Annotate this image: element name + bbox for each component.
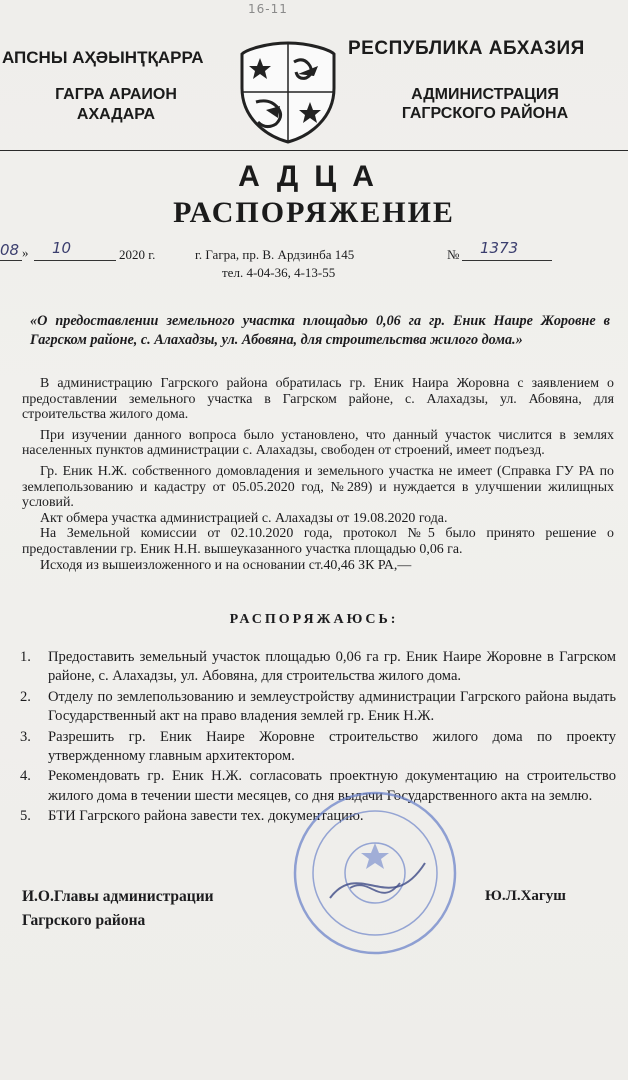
item-number: 5.	[20, 808, 31, 825]
item-text: Предоставить земельный участок площадью 0,06 га гр. Еник Наире Жоровне в Гагрском районе, с. Алахадзы, ул. Абовяна, для строительства жилого дома.	[48, 649, 616, 685]
item-text: Отделу по землепользованию и землеустройству администрации Гагрского района выдать Государственный акт на право владения землей гр. Еник Н.Ж.	[48, 688, 616, 725]
handwritten-note: 16-11	[248, 2, 288, 16]
document-number: 1373	[480, 239, 519, 257]
header-left-line3: АХАДАРА	[76, 106, 156, 123]
date-line	[0, 241, 628, 281]
header-right-line2: АДМИНИСТРАЦИЯ	[411, 86, 559, 103]
header-left-line1: АПСНЫ АҲӘЫНҬҚАРРА	[2, 48, 204, 67]
list-item	[20, 728, 616, 767]
title-abkhaz: АДЦА	[238, 160, 390, 193]
number-underline	[462, 260, 552, 261]
header-right-line1: РЕСПУБЛИКА АБХАЗИЯ	[348, 38, 585, 59]
item-number: 2.	[20, 688, 31, 705]
abkhazia-coat-of-arms-icon	[238, 40, 338, 145]
date-day-underline	[0, 260, 22, 261]
item-text: БТИ Гагрского района завести тех. документацию.	[48, 808, 364, 825]
date-quote-close: »	[22, 245, 29, 260]
item-text: Рекомендовать гр. Еник Н.Ж. согласовать проектную документацию на строительство жилого дома в течении шести месяцев, со дня выдачи Государственного акта на землю.	[48, 768, 616, 804]
signature-title	[22, 885, 214, 933]
paragraph-6: Исходя из вышеизложенного и на основании ст.40,46 ЗК РА,—	[40, 557, 412, 573]
paragraph-3: Гр. Еник Н.Ж. собственного домовладения и земельного участка не имеет (Справка ГУ РА по землепользованию и кадастру от 05.05.2020 год, №289) и нуждается в улучшении жилищных условий.	[22, 463, 614, 511]
paragraph-1: В администрацию Гагрского района обратилась гр. Еник Наира Жоровна с заявлением о предоставлении земельного участка в Гагрском районе, с. Алахадзы, ул. Абовяна, для строительства жилого дома.	[22, 376, 614, 423]
paragraph-2: При изучении данного вопроса было установлено, что данный участок числится в землях населенных пунктов администрации с. Алахадзы, свободен от строений, имеет подъезд.	[22, 427, 614, 459]
header-left-line2: ГАГРА АРАИОН	[55, 86, 177, 103]
signatory-name: Ю.Л.Хагуш	[485, 888, 566, 904]
date-year: 2020 г.	[119, 247, 156, 262]
date-month: 10	[52, 239, 72, 257]
date-month-underline	[34, 260, 116, 261]
header-right-line3: ГАГРСКОГО РАЙОНА	[401, 105, 569, 122]
paragraph-5: На Земельной комиссии от 02.10.2020 года, протокол №5 было принято решение о предоставлении гр. Еник Н.Н. вышеуказанного участка площадью 0,06 га.	[22, 526, 614, 557]
paragraph-4: Акт обмера участка администрацией с. Алахадзы от 19.08.2020 года.	[40, 510, 448, 526]
address: г. Гагра, пр. В. Ардзинба 145	[195, 247, 355, 262]
official-round-stamp-icon	[290, 788, 460, 958]
subject-line: «О предоставлении земельного участка площадью 0,06 га гр. Еник Наире Жоровне в Гагрском районе, с. Алахадзы, ул. Абовяна, для строительства жилого дома.»	[30, 313, 610, 348]
item-number: 3.	[20, 728, 31, 745]
header-right-block	[340, 38, 628, 123]
list-item	[20, 688, 616, 727]
header-left-block	[0, 48, 232, 124]
item-text: Разрешить гр. Еник Наире Жоровне строительство жилого дома по проекту утвержденному главным архитектором.	[48, 728, 616, 765]
item-number: 1.	[20, 649, 31, 665]
number-label: №	[447, 247, 460, 262]
title-russian: РАСПОРЯЖЕНИЕ	[173, 196, 455, 229]
body-text	[22, 376, 614, 573]
signature-title-line2: Гагрского района	[22, 912, 146, 929]
item-number: 4.	[20, 768, 31, 785]
header-divider	[0, 150, 628, 151]
signature-title-line1: И.О.Главы администрации	[22, 888, 214, 905]
resolve-heading: РАСПОРЯЖАЮСЬ:	[229, 612, 399, 627]
phone: тел. 4-04-36, 4-13-55	[222, 265, 336, 280]
date-day: 08	[0, 241, 20, 259]
list-item	[20, 648, 616, 687]
